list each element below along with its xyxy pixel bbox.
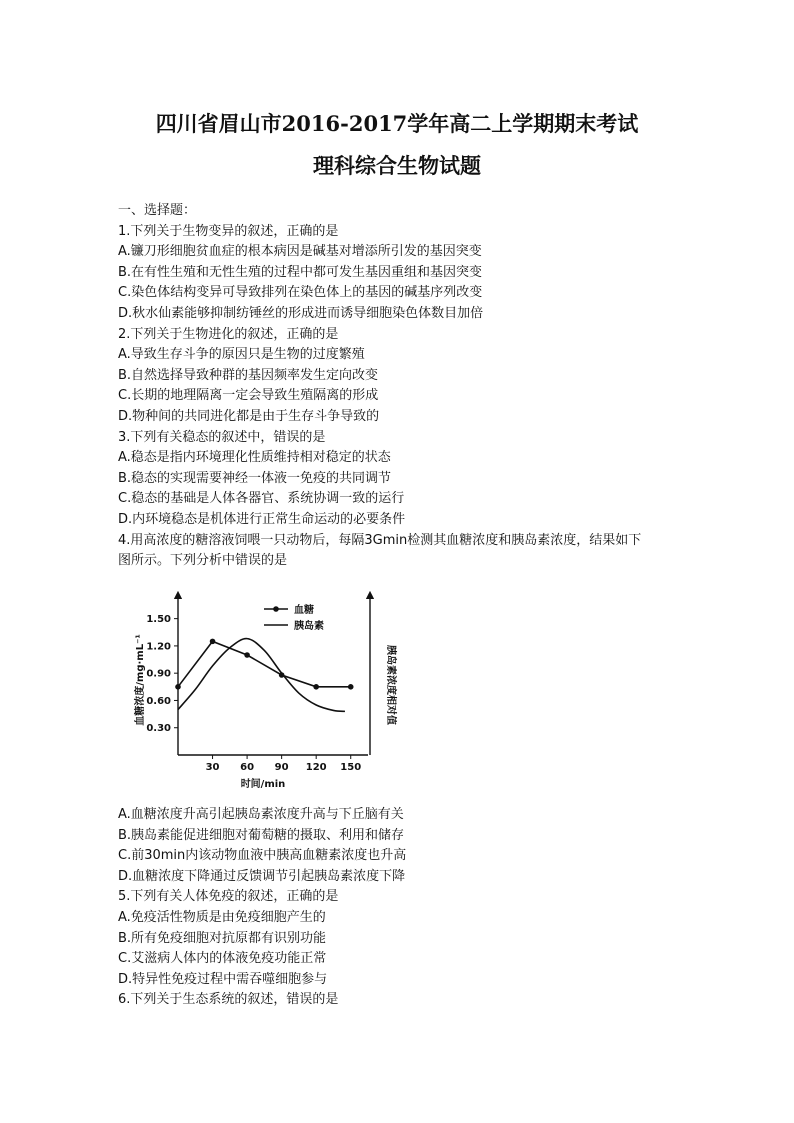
text-line: B.胰岛素能促进细胞对葡萄糖的摄取、利用和储存 bbox=[118, 827, 405, 843]
x-tick-label: 120 bbox=[305, 762, 327, 773]
text-line: 6.下列关于生态系统的叙述，错误的是 bbox=[118, 992, 339, 1008]
blood-sugar-insulin-chart bbox=[130, 587, 420, 792]
text-line: D.血糖浓度下降通过反馈调节引起胰岛素浓度下降 bbox=[118, 868, 406, 884]
text-line: 5.下列有关人体免疫的叙述，正确的是 bbox=[118, 889, 339, 905]
data-point bbox=[175, 684, 181, 690]
text-line: C.染色体结构变异可导致排列在染色体上的基因的碱基序列改变 bbox=[118, 285, 483, 301]
text-line: A.血糖浓度升高引起胰岛素浓度升高与下丘脑有关 bbox=[118, 807, 404, 822]
text-line: A.导致生存斗争的原因只是生物的过度繁殖 bbox=[118, 347, 365, 363]
y-tick-label: 1.20 bbox=[146, 641, 171, 653]
text-line: D.内环境稳态是机体进行正常生命运动的必要条件 bbox=[118, 512, 406, 527]
text-line: 一、选择题： bbox=[118, 203, 197, 218]
x-tick-label: 150 bbox=[340, 762, 362, 773]
series-line-insulin bbox=[178, 639, 345, 712]
data-point bbox=[313, 684, 319, 690]
text-line: C.前30min内该动物血液中胰高血糖素浓度也升高 bbox=[118, 848, 407, 864]
x-axis-label: 时间/min bbox=[240, 779, 286, 790]
y-tick-label: 0.90 bbox=[146, 668, 171, 680]
y-tick-label: 0.30 bbox=[146, 723, 171, 735]
text-line: A.稳态是指内环境理化性质维持相对稳定的状态 bbox=[118, 450, 391, 466]
data-point bbox=[244, 652, 250, 658]
text-line: 4.用高浓度的糖溶液饲喂一只动物后，每隔3Gmin检测其血糖浓度和胰岛素浓度，结果如下 bbox=[118, 532, 642, 548]
legend-label: 胰岛素 bbox=[294, 621, 324, 632]
text-line: B.在有性生殖和无性生殖的过程中都可发生基因重组和基因突变 bbox=[118, 264, 483, 280]
text-line: 3.下列有关稳态的叙述中，错误的是 bbox=[118, 429, 326, 445]
text-line: C.稳态的基础是人体各器官、系统协调一致的运行 bbox=[118, 491, 405, 507]
right-axis-label: 胰岛素浓度相对值 bbox=[385, 645, 396, 725]
text-line: C.艾滋病人体内的体液免疫功能正常 bbox=[118, 951, 327, 967]
text-line: 2.下列关于生物进化的叙述，正确的是 bbox=[118, 326, 339, 342]
text-line: D.秋水仙素能够抑制纺锤丝的形成进而诱导细胞染色体数目加倍 bbox=[118, 306, 484, 321]
x-tick-label: 90 bbox=[274, 762, 289, 773]
text-line: C.长期的地理隔离一定会导致生殖隔离的形成 bbox=[118, 388, 379, 404]
text-line: B.自然选择导致种群的基因频率发生定向改变 bbox=[118, 367, 379, 383]
legend-marker bbox=[273, 606, 279, 612]
data-point bbox=[210, 639, 216, 645]
x-tick-label: 30 bbox=[205, 762, 220, 773]
y-tick-label: 0.60 bbox=[146, 695, 171, 707]
y-axis-label: 血糖浓度/mg·mL⁻¹ bbox=[135, 634, 146, 726]
text-line: 图所示。下列分析中错误的是 bbox=[118, 553, 288, 569]
text-line: B.所有免疫细胞对抗原都有识别功能 bbox=[118, 930, 327, 946]
data-point bbox=[348, 684, 354, 690]
text-line: D.特异性免疫过程中需吞噬细胞参与 bbox=[118, 971, 328, 987]
text-line: B.稳态的实现需要神经一体液一免疫的共同调节 bbox=[118, 470, 392, 486]
x-tick-label: 60 bbox=[240, 762, 255, 773]
page-title: 四川省眉山市2016-2017学年高二上学期期末考试 bbox=[155, 111, 639, 136]
legend-label: 血糖 bbox=[294, 605, 314, 616]
text-line: 1.下列关于生物变异的叙述，正确的是 bbox=[118, 223, 339, 239]
text-line: A.免疫活性物质是由免疫细胞产生的 bbox=[118, 910, 326, 925]
y-tick-label: 1.50 bbox=[146, 614, 171, 626]
text-line: D.物种间的共同进化都是由于生存斗争导致的 bbox=[118, 409, 380, 424]
series-line-blood-sugar bbox=[178, 641, 351, 686]
text-line: A.镰刀形细胞贫血症的根本病因是碱基对增添所引发的基因突变 bbox=[118, 244, 482, 260]
page-subtitle: 理科综合生物试题 bbox=[313, 153, 481, 178]
